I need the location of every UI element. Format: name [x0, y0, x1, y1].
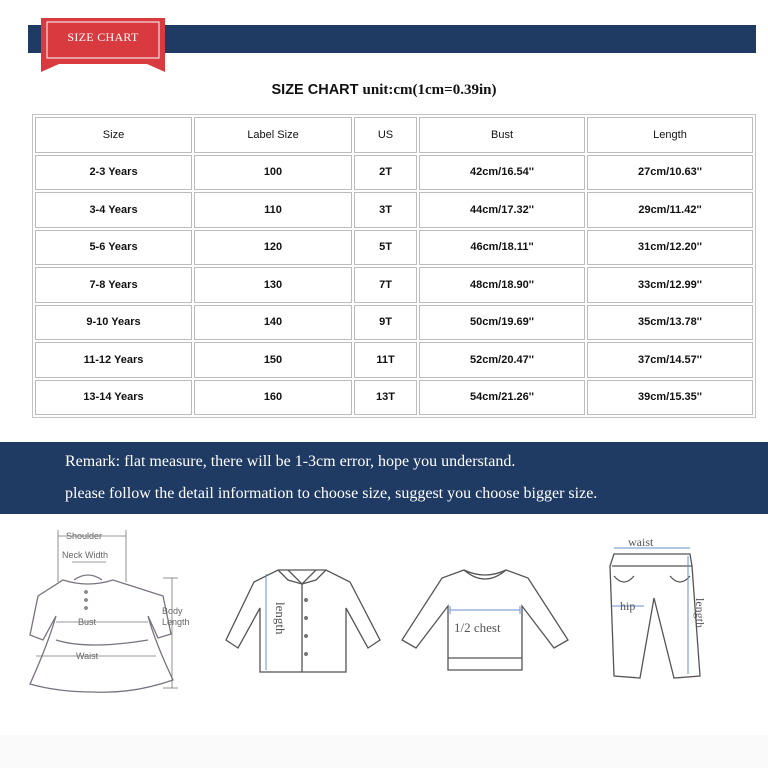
cell-size: 7-8 Years	[35, 267, 192, 303]
cell-label-size: 100	[194, 155, 352, 191]
table-row	[35, 192, 753, 228]
bottom-strip	[0, 735, 768, 768]
dress-icon	[8, 522, 208, 698]
cell-length: 37cm/14.57''	[587, 342, 753, 378]
cell-us: 2T	[354, 155, 417, 191]
cell-length: 33cm/12.99''	[587, 267, 753, 303]
remark-line-1: Remark: flat measure, there will be 1-3cm error, hope you understand.	[65, 453, 516, 470]
cell-bust: 54cm/21.26''	[419, 380, 585, 416]
cell-us: 13T	[354, 380, 417, 416]
cell-us: 5T	[354, 230, 417, 266]
table-row	[35, 380, 753, 416]
cell-us: 11T	[354, 342, 417, 378]
remark-banner	[0, 442, 768, 514]
cell-bust: 44cm/17.32''	[419, 192, 585, 228]
shoulder-label: Shoulder	[66, 531, 103, 541]
cell-label-size: 150	[194, 342, 352, 378]
pants-hip-label: hip	[620, 599, 636, 613]
cell-size: 3-4 Years	[35, 192, 192, 228]
cell-bust: 52cm/20.47''	[419, 342, 585, 378]
page-title	[0, 82, 768, 99]
body-label: Body	[162, 606, 183, 616]
table-row	[35, 305, 753, 341]
pants-waist-label: waist	[628, 536, 654, 549]
header-length: Length	[587, 117, 753, 153]
cell-label-size: 140	[194, 305, 352, 341]
cell-label-size: 120	[194, 230, 352, 266]
sweater-icon	[398, 566, 572, 678]
shirt-icon	[218, 560, 386, 680]
pants-length-label: length	[693, 598, 707, 628]
cell-length: 31cm/12.20''	[587, 230, 753, 266]
cell-size: 13-14 Years	[35, 380, 192, 416]
cell-length: 39cm/15.35''	[587, 380, 753, 416]
cell-bust: 46cm/18.11''	[419, 230, 585, 266]
cell-label-size: 110	[194, 192, 352, 228]
neck-width-label: Neck Width	[62, 550, 109, 560]
title-unit: unit:cm(1cm=0.39in)	[362, 82, 497, 98]
remark-line-2: please follow the detail information to choose size, suggest you choose bigger size.	[65, 485, 598, 502]
header-bust: Bust	[419, 117, 585, 153]
size-table	[32, 114, 756, 418]
size-chart-ribbon	[41, 18, 165, 72]
table-row	[35, 155, 753, 191]
cell-length: 35cm/13.78''	[587, 305, 753, 341]
table-row	[35, 230, 753, 266]
title-main: SIZE CHART	[271, 82, 363, 98]
pants-icon	[600, 536, 716, 686]
cell-size: 11-12 Years	[35, 342, 192, 378]
cell-us: 9T	[354, 305, 417, 341]
cell-size: 2-3 Years	[35, 155, 192, 191]
table-header-row	[35, 117, 753, 153]
cell-length: 29cm/11.42''	[587, 192, 753, 228]
cell-us: 7T	[354, 267, 417, 303]
cell-size: 9-10 Years	[35, 305, 192, 341]
cell-label-size: 130	[194, 267, 352, 303]
cell-label-size: 160	[194, 380, 352, 416]
cell-bust: 42cm/16.54''	[419, 155, 585, 191]
header-size: Size	[35, 117, 192, 153]
cell-us: 3T	[354, 192, 417, 228]
shirt-length-label: length	[273, 602, 288, 635]
waist-label: Waist	[76, 651, 99, 661]
bust-label: Bust	[78, 617, 97, 627]
table-row	[35, 267, 753, 303]
length-label: Length	[162, 617, 190, 627]
table-row	[35, 342, 753, 378]
size-chart-badge: SIZE CHART	[67, 30, 139, 44]
cell-bust: 50cm/19.69''	[419, 305, 585, 341]
header-us: US	[354, 117, 417, 153]
header-label-size: Label Size	[194, 117, 352, 153]
cell-size: 5-6 Years	[35, 230, 192, 266]
cell-length: 27cm/10.63''	[587, 155, 753, 191]
chest-label: 1/2 chest	[454, 620, 501, 635]
cell-bust: 48cm/18.90''	[419, 267, 585, 303]
